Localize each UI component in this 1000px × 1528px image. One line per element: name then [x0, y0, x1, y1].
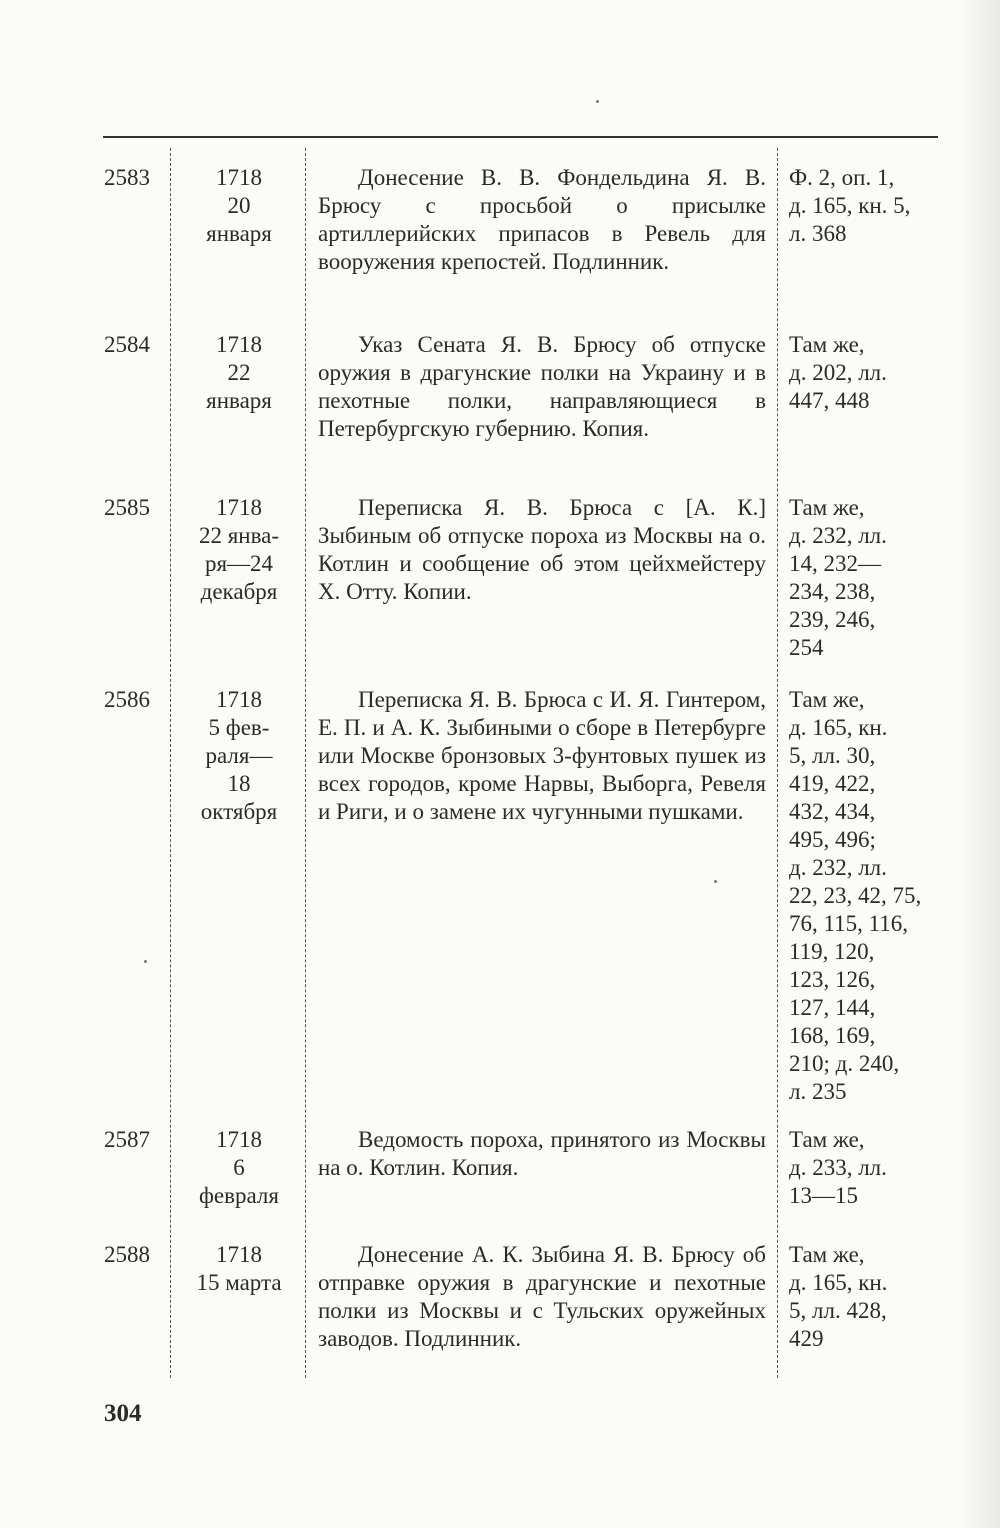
page-edge-shadow: [960, 0, 1000, 1528]
column-divider-description: [777, 148, 778, 1378]
entry-description: Переписка Я. В. Брюса с [А. К.] Зыбиным об отпуске пороха из Москвы на о. Котлин и сообщение об этом цейхмейстеру Х. Отту. Копии.: [318, 495, 766, 604]
entry-description: Переписка Я. В. Брюса с И. Я. Гинтером, Е. П. и А. К. Зыбиными о сборе в Петербурге или Москве бронзовых 3-фунтовых пушек из всех городов, кроме Нарвы, Выборга, Ревеля и Риги, и о замене их чугунными пушками.: [318, 687, 766, 824]
entry-archive-reference: Ф. 2, оп. 1, д. 165, кн. 5, л. 368: [789, 165, 911, 246]
entry-date: 1718 22 января: [206, 332, 272, 413]
print-speck: [596, 100, 599, 103]
entry-archive-reference: Там же, д. 233, лл. 13—15: [789, 1127, 887, 1208]
entry-number: 2583: [104, 165, 150, 190]
print-speck: [714, 880, 717, 883]
entry-date: 1718 20 января: [206, 165, 272, 246]
page-number: 304: [104, 1400, 142, 1427]
entry-number: 2587: [104, 1127, 150, 1152]
entry-description: Донесение А. К. Зыбина Я. В. Брюсу об отправке оружия в драгунские и пехотные полки из Москвы и с Тульских оружейных заводов. Подлинник.: [318, 1242, 766, 1351]
entry-description: Донесение В. В. Фондельдина Я. В. Брюсу с просьбой о присылке артиллерийских припасов в Ревель для вооружения крепостей. Подлинник.: [318, 165, 766, 274]
print-speck: [144, 960, 147, 963]
column-divider-date: [305, 148, 306, 1378]
entry-description: Указ Сената Я. В. Брюсу об отпуске оружия в драгунские полки на Украину и в пехотные полки, направляющиеся в Петербургскую губернию. Копия.: [318, 332, 766, 441]
entry-number: 2586: [104, 687, 150, 712]
entry-archive-reference: Там же, д. 165, кн. 5, лл. 428, 429: [789, 1242, 888, 1351]
entry-number: 2584: [104, 332, 150, 357]
entry-date: 1718 22 янва- ря—24 декабря: [198, 495, 280, 604]
header-rule: [103, 136, 938, 138]
entry-date: 1718 6 февраля: [199, 1127, 279, 1208]
entry-number: 2588: [104, 1242, 150, 1267]
entry-archive-reference: Там же, д. 202, лл. 447, 448: [789, 332, 887, 413]
column-divider-number: [170, 148, 171, 1378]
entry-archive-reference: Там же, д. 165, кн. 5, лл. 30, 419, 422, 432, 434, 495, 496; д. 232, лл. 22, 23, 42, 75, 76, 115, 116, 119, 120, 123, 126, 127, 144, 168, 169, 210; д. 240, л. 235: [789, 687, 922, 1104]
entry-date: 1718 5 фев- раля— 18 октября: [200, 687, 278, 824]
entry-number: 2585: [104, 495, 150, 520]
entry-archive-reference: Там же, д. 232, лл. 14, 232— 234, 238, 239, 246, 254: [789, 495, 887, 660]
entry-description: Ведомость пороха, принятого из Москвы на о. Котлин. Копия.: [318, 1127, 766, 1180]
entry-date: 1718 15 марта: [196, 1242, 282, 1295]
